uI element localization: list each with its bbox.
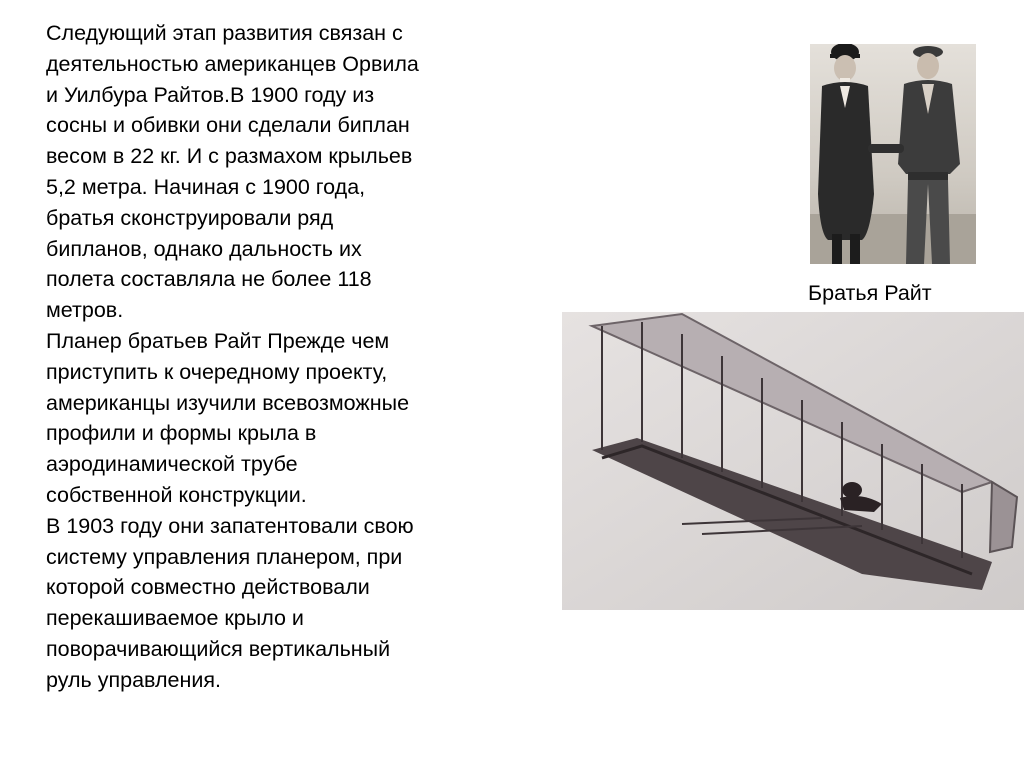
text-line: которой совместно действовали [46, 575, 370, 600]
text-line: аэродинамической трубе [46, 452, 298, 477]
text-line: полета составляла не более 118 [46, 267, 372, 292]
text-line: В 1903 году они запатентовали свою [46, 513, 414, 538]
text-line: деятельностью американцев Орвила [46, 51, 419, 76]
paragraph-wright-biplane [46, 18, 516, 326]
text-line: Следующий этап развития связан с [46, 21, 403, 45]
paragraph-glider-research [46, 326, 516, 511]
text-line: руль управления. [46, 667, 221, 692]
wright-glider-photo [562, 312, 1024, 610]
text-line: поворачивающийся вертикальный [46, 636, 391, 661]
body-text [46, 18, 516, 696]
text-line: метров. [46, 298, 124, 323]
wright-brothers-photo [810, 44, 976, 264]
text-line: американцы изучили всевозможные [46, 390, 410, 415]
text-line: сосны и обивки они сделали биплан [46, 113, 410, 138]
text-line: весом в 22 кг. И с размахом крыльев [46, 144, 413, 169]
text-line: перекашиваемое крыло и [46, 606, 304, 631]
photo-caption: Братья Райт [808, 281, 932, 305]
text-line: Планер братьев Райт Прежде чем [46, 328, 390, 353]
text-line: 5,2 метра. Начиная с 1900 года, [46, 174, 366, 199]
text-line: систему управления планером, при [46, 544, 403, 569]
text-line: и Уилбура Райтов.В 1900 году из [46, 82, 375, 107]
text-line: профили и формы крыла в [46, 421, 317, 446]
text-line: приступить к очередному проекту, [46, 359, 388, 384]
text-line: бипланов, однако дальность их [46, 236, 362, 261]
paragraph-patent [46, 511, 516, 696]
text-line: братья сконструировали ряд [46, 205, 334, 230]
text-line: собственной конструкции. [46, 482, 307, 507]
